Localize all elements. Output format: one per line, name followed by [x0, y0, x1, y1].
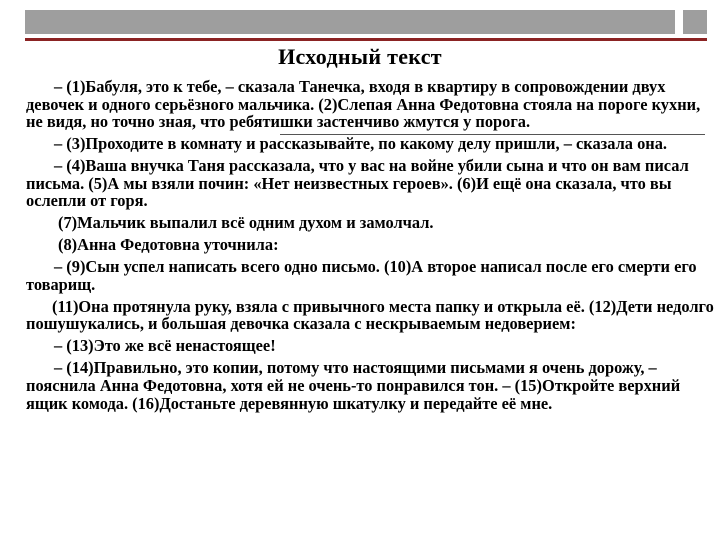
header-bar — [25, 10, 675, 34]
paragraph-6: – (9)Сын успел написать всего одно письмо. (10)А второе написал после его смерти его товарищ. — [26, 257, 697, 294]
page-title: Исходный текст — [278, 44, 442, 69]
paragraph-2: – (3)Проходите в комнату и рассказывайте, по какому делу пришли, – сказала она. — [54, 134, 667, 154]
paragraph-5: (8)Анна Федотовна уточнила: — [58, 235, 279, 255]
paragraph-1: – (1)Бабуля, это к тебе, – сказала Танечка, входя в квартиру в сопровождении двух девочек и одного серьёзного мальчика. (2)Слепая Анна Федотовна стояла на пороге кухни, не видя, но точно зная, что ребятишки застенчиво жмутся у порога. — [26, 77, 701, 132]
paragraph-8: – (13)Это же всё ненастоящее! — [54, 336, 276, 356]
paragraph-4: (7)Мальчик выпалил всё одним духом и замолчал. — [58, 213, 434, 233]
paragraph-9: – (14)Правильно, это копии, потому что настоящими письмами я очень дорожу, – пояснила Анна Федотовна, хотя ей не очень-то понравился тон. – (15)Откройте верхний ящик комода. (16)Достаньте деревянную шкатулку и передайте её мне. — [26, 358, 681, 413]
paragraph-3: – (4)Ваша внучка Таня рассказала, что у вас на войне убили сына и что он вам писал письма. (5)А мы взяли почин: «Нет неизвестных героев». (6)И ещё она сказала, что вы ослепли от горя. — [26, 156, 689, 211]
source-text — [26, 78, 714, 417]
paragraph-7: (11)Она протянула руку, взяла с привычного места папку и открыла её. (12)Дети недолго пошушукались, и большая девочка сказала с нескрываемым недоверием: — [26, 296, 714, 334]
header-square — [683, 10, 707, 34]
header-divider — [25, 38, 707, 41]
